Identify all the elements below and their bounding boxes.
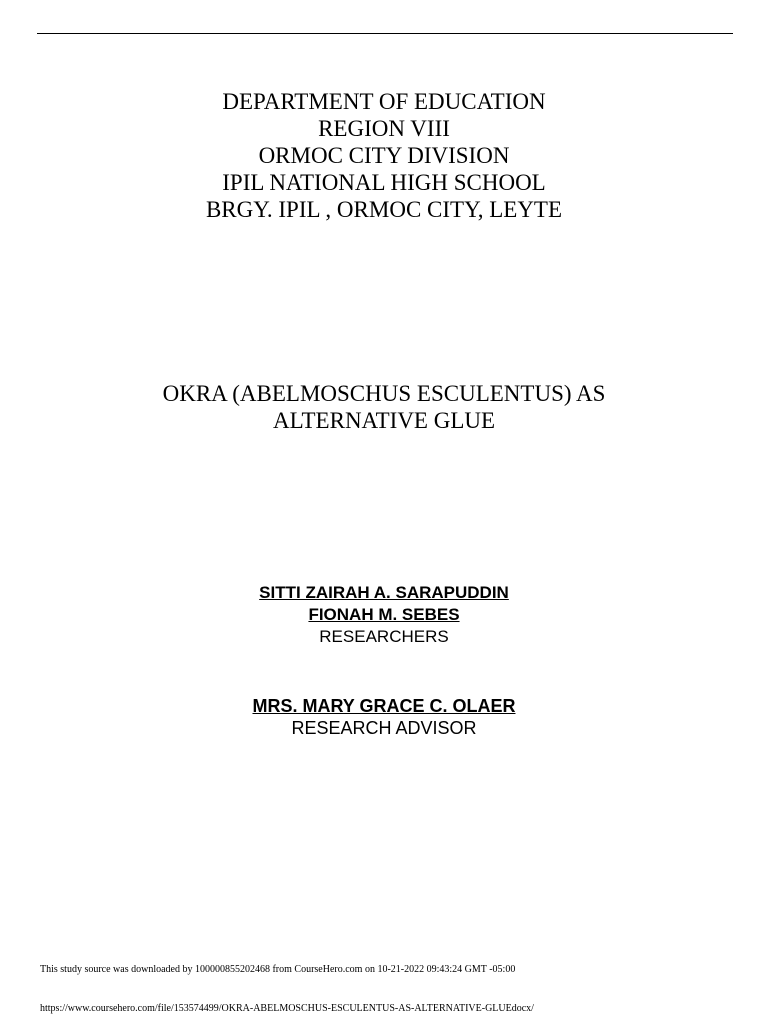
download-notice: This study source was downloaded by 100000855202468 from CourseHero.com on 10-21-2022 09:43:24 GMT -05:00: [40, 964, 516, 975]
header-school: IPIL NATIONAL HIGH SCHOOL: [222, 170, 546, 195]
header-region: REGION VIII: [318, 116, 450, 141]
title-line-2: ALTERNATIVE GLUE: [272, 408, 496, 433]
top-divider: [37, 33, 733, 34]
researcher-name-1: SITTI ZAIRAH A. SARAPUDDIN: [259, 583, 509, 602]
advisor-section: [0, 695, 768, 739]
source-url[interactable]: https://www.coursehero.com/file/153574499/OKRA-ABELMOSCHUS-ESCULENTUS-AS-ALTERNATIVE-GLUEdocx/: [40, 1003, 534, 1014]
research-title: [0, 380, 768, 434]
header-department: DEPARTMENT OF EDUCATION: [222, 89, 546, 114]
advisor-role: RESEARCH ADVISOR: [291, 718, 477, 738]
researchers-role: RESEARCHERS: [319, 627, 449, 646]
header-address: BRGY. IPIL , ORMOC CITY, LEYTE: [205, 197, 563, 222]
researcher-name-2: FIONAH M. SEBES: [308, 605, 460, 624]
title-line-1: OKRA (ABELMOSCHUS ESCULENTUS) AS: [162, 381, 606, 406]
header-division: ORMOC CITY DIVISION: [258, 143, 510, 168]
researchers-section: [0, 582, 768, 648]
school-header: [0, 88, 768, 223]
advisor-name: MRS. MARY GRACE C. OLAER: [252, 696, 516, 716]
